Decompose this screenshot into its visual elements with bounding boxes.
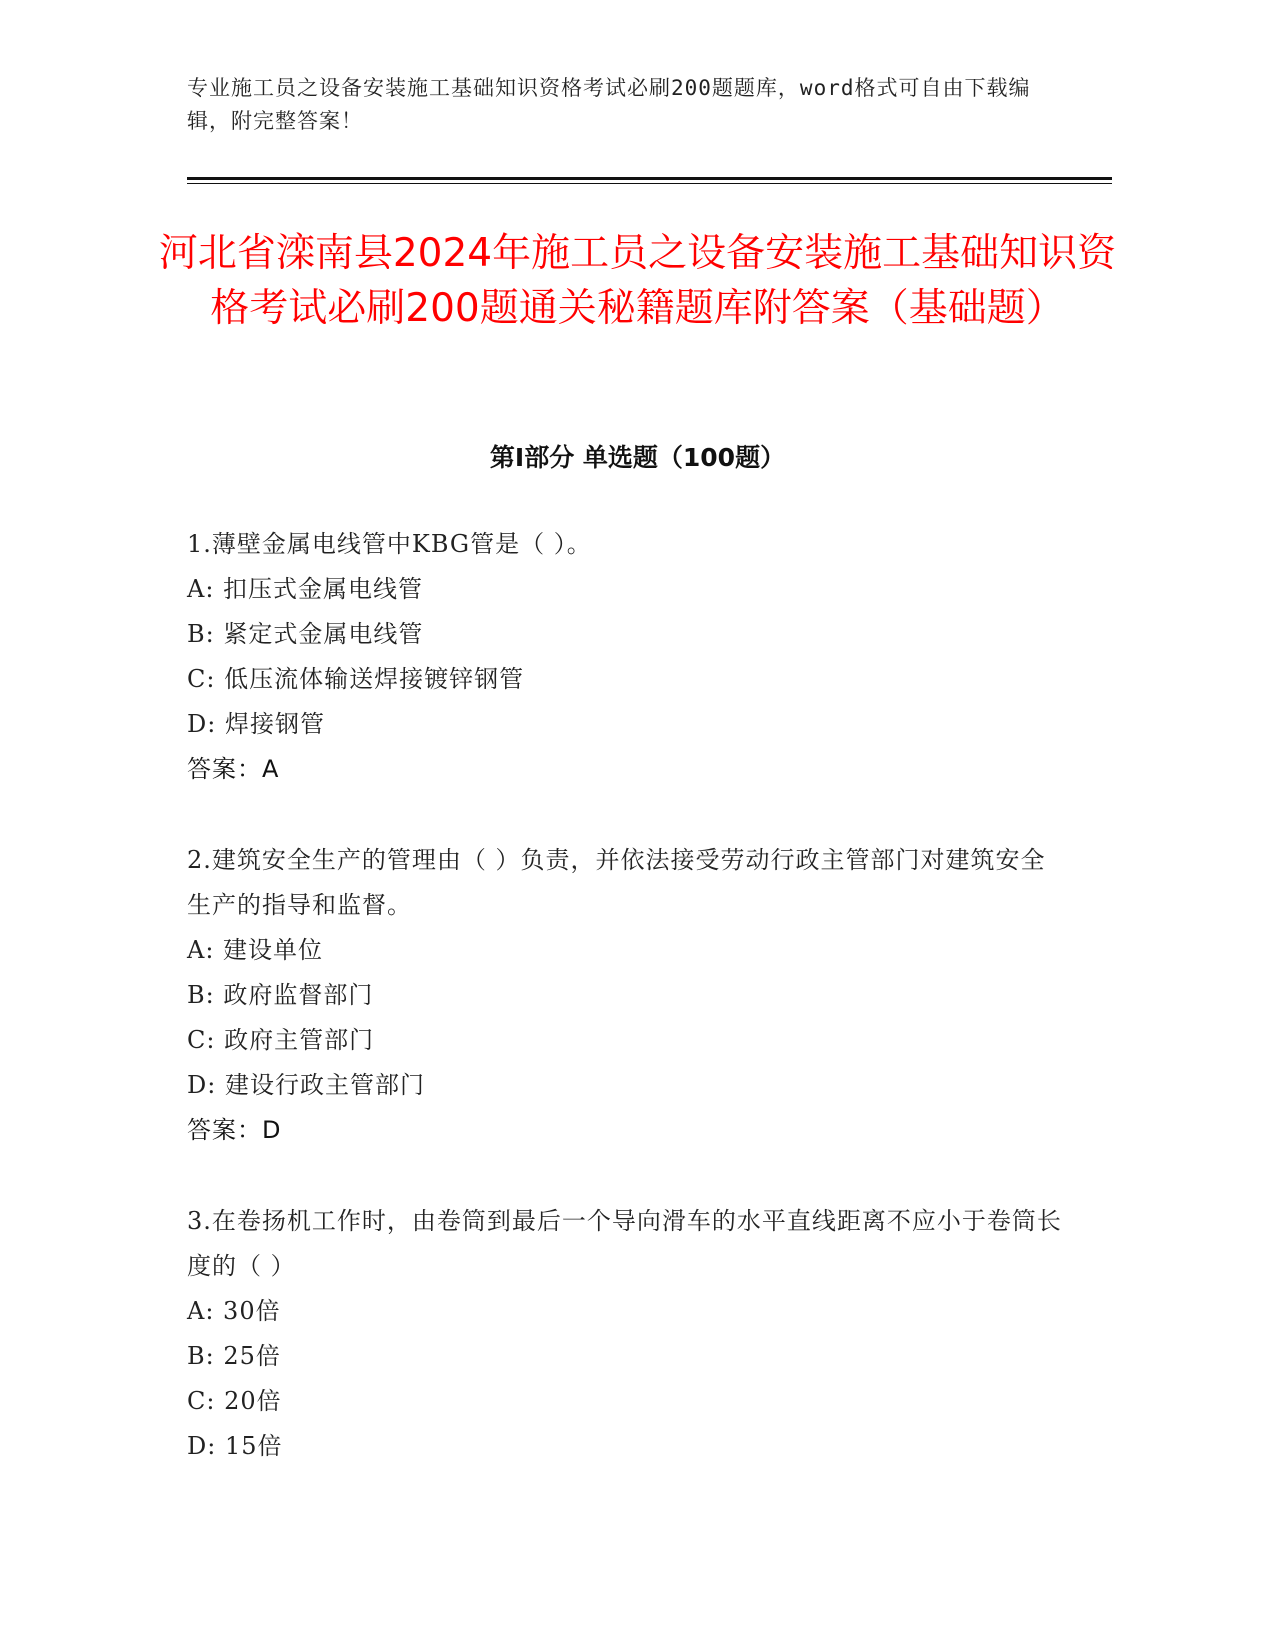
option-d: D: 建设行政主管部门	[187, 1071, 425, 1099]
header-divider-thin	[187, 183, 1112, 184]
option-b: B: 紧定式金属电线管	[187, 620, 424, 648]
option-c: C: 低压流体输送焊接镀锌钢管	[187, 665, 525, 693]
header-note: 专业施工员之设备安装施工基础知识资格考试必刷200题题库，word格式可自由下载编辑，附完整答案！	[187, 76, 1031, 133]
option-b: B: 25倍	[187, 1342, 281, 1370]
answer: 答案：A	[187, 755, 280, 783]
answer: 答案：D	[187, 1116, 282, 1144]
question-list	[187, 522, 1067, 1515]
option-d: D: 15倍	[187, 1432, 283, 1460]
option-b: B: 政府监督部门	[187, 981, 374, 1009]
option-a: A: 扣压式金属电线管	[187, 575, 424, 603]
header-divider-thick	[187, 177, 1112, 180]
question-text: 1.薄壁金属电线管中KBG管是（ ）。	[187, 530, 592, 558]
option-a: A: 30倍	[187, 1297, 281, 1325]
question-2	[187, 838, 1067, 1153]
question-text: 3.在卷扬机工作时，由卷筒到最后一个导向滑车的水平直线距离不应小于卷筒长度的（ ）	[187, 1207, 1062, 1280]
option-c: C: 20倍	[187, 1387, 282, 1415]
document-title: 河北省滦南县2024年施工员之设备安装施工基础知识资格考试必刷200题通关秘籍题库附答案（基础题）	[158, 231, 1117, 331]
question-1	[187, 522, 1067, 792]
question-text: 2.建筑安全生产的管理由（ ）负责，并依法接受劳动行政主管部门对建筑安全生产的指导和监督。	[187, 846, 1046, 919]
section-heading: 第Ⅰ部分 单选题（100题）	[489, 443, 786, 472]
question-3	[187, 1199, 1067, 1469]
option-a: A: 建设单位	[187, 936, 324, 964]
option-d: D: 焊接钢管	[187, 710, 325, 738]
option-c: C: 政府主管部门	[187, 1026, 375, 1054]
